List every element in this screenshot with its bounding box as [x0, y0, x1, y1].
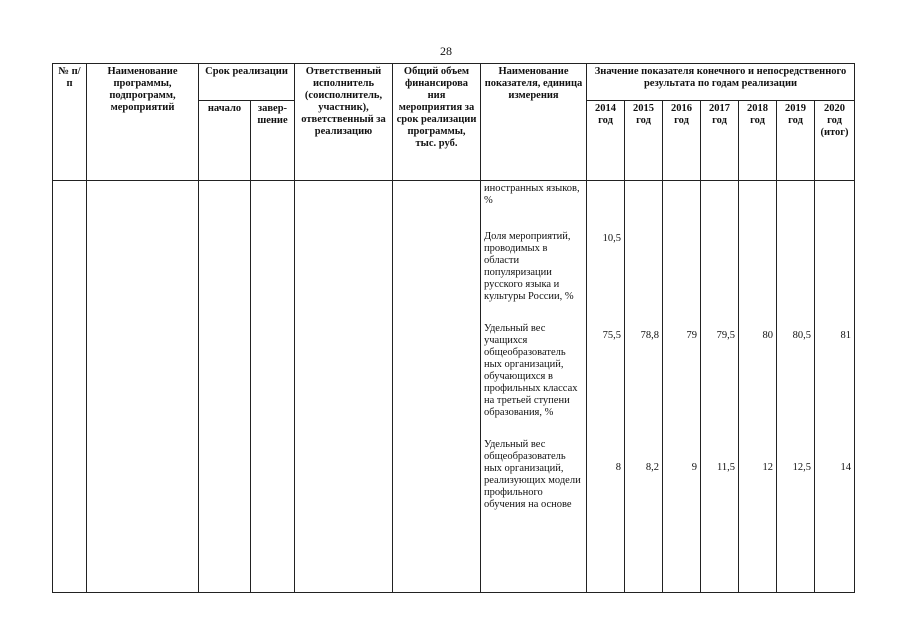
- value-3-2019: 12,5: [792, 462, 811, 473]
- value-2-2017: 79,5: [716, 330, 735, 341]
- header-program-name: Наименование программы, подпрограмм, мероприятий: [87, 64, 199, 181]
- header-year-2020: 2020 год (итог): [815, 101, 855, 181]
- value-3-2018: 12: [762, 462, 773, 473]
- header-values-group: Значение показателя конечного и непосредственного результата по годам реализации: [587, 64, 855, 101]
- value-3-2020: 14: [840, 462, 852, 473]
- value-1-2020: [818, 233, 851, 245]
- cell-year-2017: [701, 181, 739, 593]
- program-table: [52, 63, 855, 593]
- cell-year-2019: [777, 181, 815, 593]
- indicator-name-1: Доля мероприятий, проводимых в области популяризации русского языка и культуры России, %: [484, 231, 574, 302]
- value-2-2019: 80,5: [792, 330, 811, 341]
- cell-indicators: [481, 181, 587, 593]
- indicator-continuation: иностранных языков, %: [484, 183, 580, 206]
- cell-year-2014: [587, 181, 625, 593]
- cell-funding: [393, 181, 481, 593]
- table-row: [53, 181, 855, 593]
- header-term: Срок реализации: [199, 64, 295, 101]
- indicator-name-3: Удельный вес общеобразователь ных организаций, реализующих модели профильного обучения на основе: [484, 439, 581, 510]
- page-number: 28: [440, 44, 452, 58]
- value-2-2016: 79: [686, 330, 697, 341]
- value-2-2020: 81: [840, 330, 852, 341]
- value-3-2015: 8,2: [645, 462, 659, 473]
- header-year-2015: 2015 год: [625, 101, 663, 181]
- header-funding: Общий объем финансирова ния мероприятия за срок реализации программы, тыс. руб.: [393, 64, 481, 181]
- value-1-2014: 10,5: [602, 233, 621, 244]
- value-2-2018: 80: [762, 330, 773, 341]
- header-executor: Ответственный исполнитель (соисполнитель, участник), ответственный за реализацию: [295, 64, 393, 181]
- cell-num: [53, 181, 87, 593]
- header-term-end: завер-шение: [251, 101, 295, 181]
- value-1-2016: [666, 233, 697, 245]
- header-year-2019: 2019 год: [777, 101, 815, 181]
- header-term-start: начало: [199, 101, 251, 181]
- cell-term-start: [199, 181, 251, 593]
- value-2-2014: 75,5: [602, 330, 621, 341]
- header-year-2017: 2017 год: [701, 101, 739, 181]
- header-indicator-name: Наименование показателя, единица измерения: [481, 64, 587, 181]
- value-2-2015: 78,8: [640, 330, 659, 341]
- value-1-2018: [742, 233, 773, 245]
- cell-executor: [295, 181, 393, 593]
- value-3-2017: 11,5: [717, 462, 735, 473]
- cell-year-2015: [625, 181, 663, 593]
- value-3-2016: 9: [691, 462, 697, 473]
- header-year-2014: 2014 год: [587, 101, 625, 181]
- cell-term-end: [251, 181, 295, 593]
- cell-year-2020: [815, 181, 855, 593]
- cell-program-name: [87, 181, 199, 593]
- header-num: № п/п: [53, 64, 87, 181]
- value-3-2014: 8: [615, 462, 621, 473]
- value-1-2017: [704, 233, 735, 245]
- value-1-2019: [780, 233, 811, 245]
- header-year-2018: 2018 год: [739, 101, 777, 181]
- cell-year-2018: [739, 181, 777, 593]
- indicator-name-2: Удельный вес учащихся общеобразователь ных организаций, обучающихся в профильных классах на третьей ступени образования, %: [484, 323, 578, 418]
- value-1-2015: [628, 233, 659, 245]
- header-year-2016: 2016 год: [663, 101, 701, 181]
- cell-year-2016: [663, 181, 701, 593]
